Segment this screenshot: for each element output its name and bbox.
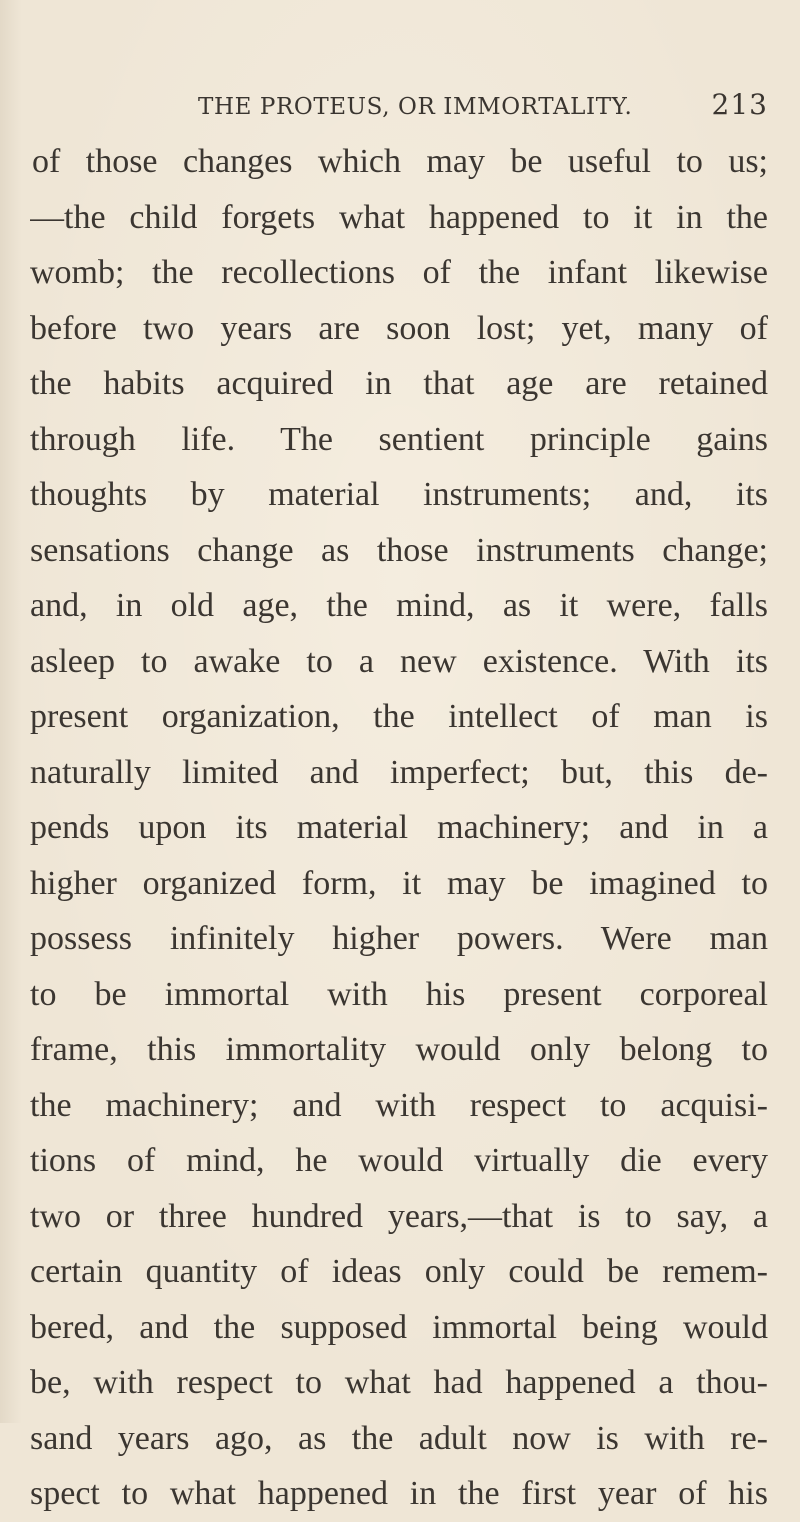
text-line: bered, and the supposed immortal being would — [30, 1308, 768, 1346]
text-line: womb; the recollections of the infant likewise — [30, 254, 768, 291]
text-line: certain quantity of ideas only could be remem- — [30, 1253, 768, 1290]
text-line: be, with respect to what had happened a thou- — [30, 1364, 768, 1401]
text-line: naturally limited and imperfect; but, this de- — [30, 753, 768, 791]
text-line: sand years ago, as the adult now is with re- — [30, 1419, 768, 1457]
text-line: to be immortal with his present corporeal — [30, 975, 768, 1013]
text-line: tions of mind, he would virtually die every — [30, 1142, 768, 1179]
running-title: THE PROTEUS, OR IMMORTALITY. — [198, 94, 633, 120]
page-header — [198, 88, 768, 121]
text-line: of those changes which may be useful to us; — [32, 143, 768, 180]
text-line: and, in old age, the mind, as it were, falls — [30, 587, 768, 624]
page-number: 213 — [711, 88, 768, 121]
text-line: the machinery; and with respect to acquisi- — [30, 1086, 768, 1124]
text-line: possess infinitely higher powers. Were man — [30, 920, 768, 957]
text-line: through life. The sentient principle gains — [30, 420, 768, 458]
body-text — [30, 134, 768, 1522]
text-line: present organization, the intellect of man is — [30, 698, 768, 735]
text-line: sensations change as those instruments change; — [30, 531, 768, 569]
text-line: —the child forgets what happened to it in the — [30, 198, 768, 236]
text-line: asleep to awake to a new existence. With its — [30, 642, 768, 680]
text-line: thoughts by material instruments; and, its — [30, 476, 768, 513]
text-line: before two years are soon lost; yet, many of — [30, 309, 768, 347]
text-line: frame, this immortality would only belong to — [30, 1031, 768, 1068]
text-line: higher organized form, it may be imagined to — [30, 864, 768, 902]
text-line: spect to what happened in the first year of his — [30, 1475, 768, 1512]
text-line: pends upon its material machinery; and in a — [30, 809, 768, 846]
text-line: two or three hundred years,—that is to say, a — [30, 1197, 768, 1235]
text-line: the habits acquired in that age are retained — [30, 365, 768, 402]
